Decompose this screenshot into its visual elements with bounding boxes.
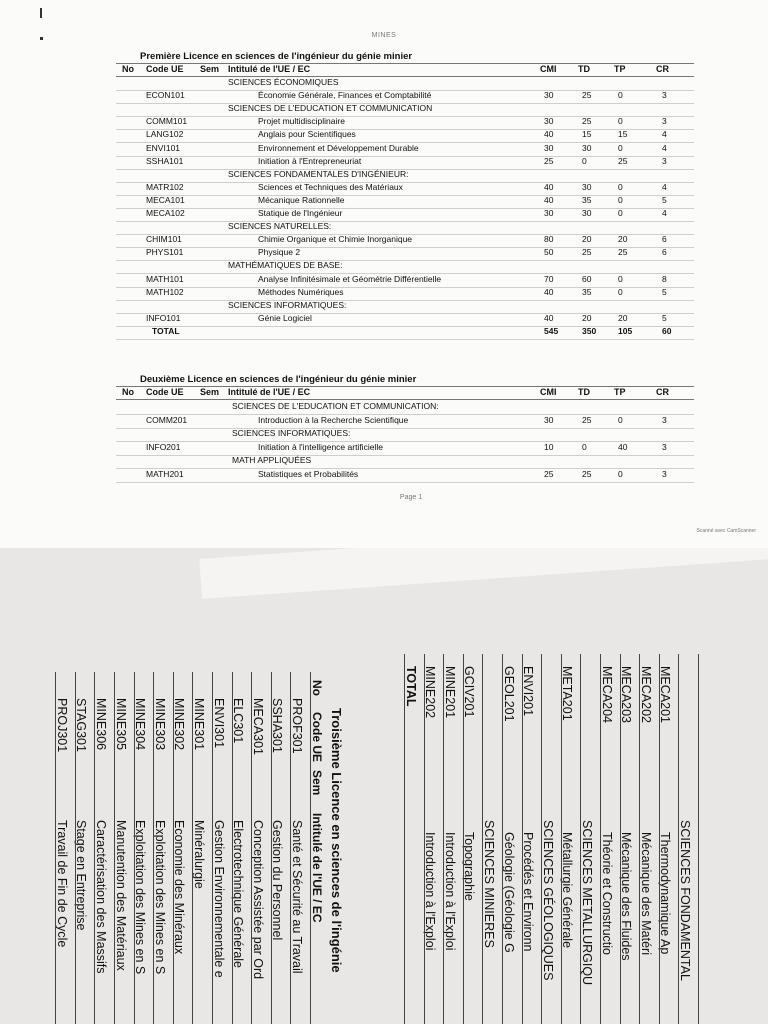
course-code: SSHA301 (270, 698, 285, 753)
column-header: Intitulé de l'UE / EC (228, 64, 311, 74)
course-title: Géologie (Géologie G (501, 832, 516, 953)
section-name: SCIENCES DE L'EDUCATION ET COMMUNICATION: (232, 401, 439, 411)
course-code: MINE305 (113, 698, 128, 751)
row-rule (522, 654, 523, 1024)
section-row (116, 169, 694, 183)
course-title: Chimie Organique et Chimie Inorganique (258, 234, 413, 245)
course-title: Minéralurgie (192, 820, 206, 889)
row-rule (698, 654, 699, 1024)
course-tp: 0 (618, 414, 623, 425)
course-cr: 4 (662, 181, 667, 192)
table-header-row (116, 63, 694, 77)
course-code: MECA203 (619, 666, 634, 723)
course-tp: 0 (618, 142, 623, 153)
section-name: MATHÉMATIQUES DE BASE: (228, 260, 343, 271)
course-title: Initiation à l'intelligence artificielle (258, 441, 383, 452)
section-name: SCIENCES FONDAMENTALES D'INGÉNIEUR: (228, 168, 409, 179)
course-td: 25 (582, 116, 592, 127)
course-title: Mécanique Rationnelle (258, 194, 345, 205)
column-header: Sem (200, 387, 220, 397)
course-title: Physique 2 (258, 247, 301, 258)
section-name: SCIENCES METALLURGIQU (580, 820, 594, 986)
course-td: 25 (582, 247, 592, 258)
course-td: 350 (582, 325, 597, 336)
column-header: TP (614, 387, 626, 397)
scan-mark (40, 8, 42, 18)
course-title: Méthodes Numériques (258, 286, 344, 297)
row-rule (482, 654, 483, 1024)
table-row (116, 208, 694, 222)
section-row (116, 221, 694, 235)
course-tp: 25 (618, 247, 628, 258)
course-code: MATH201 (146, 469, 184, 479)
course-title: Introduction à l'Exploi (442, 832, 457, 951)
course-code: MINE302 (172, 698, 187, 751)
course-cr: 3 (662, 155, 667, 166)
course-td: 30 (582, 208, 592, 218)
section-name: SCIENCES INFORMATIQUES: (228, 299, 347, 310)
course-tp: 0 (618, 469, 623, 479)
course-td: 0 (582, 441, 587, 452)
course-td: 25 (582, 414, 592, 425)
course-title: Conception Assistée par Ord (250, 820, 265, 980)
course-code: MINE301 (192, 698, 206, 751)
course-code: MECA102 (146, 208, 185, 218)
course-code: MINE201 (442, 666, 457, 719)
column-header: TD (578, 387, 590, 397)
course-code: COMM101 (146, 116, 188, 127)
course-code: MATH102 (146, 286, 184, 297)
table-row (116, 415, 694, 429)
course-td: 15 (582, 129, 592, 140)
course-cmi: 30 (544, 142, 554, 153)
row-rule (271, 672, 272, 1024)
table-row (116, 469, 694, 483)
course-td: 35 (582, 194, 592, 205)
table-row (116, 234, 694, 248)
row-rule (75, 672, 76, 1024)
table-row (116, 182, 694, 196)
row-rule (600, 654, 601, 1024)
paper-curl (199, 548, 768, 599)
course-tp: 0 (618, 116, 623, 127)
course-tp: 20 (618, 234, 628, 245)
course-cmi: 40 (544, 312, 554, 323)
course-td: 60 (582, 273, 592, 284)
course-code: ENVI101 (146, 142, 181, 153)
third-year-title: Troisième Licence en sciences de l'ingénie (329, 708, 344, 973)
course-code: MATR102 (146, 181, 184, 192)
course-cmi: 30 (544, 208, 554, 218)
course-code: MATH101 (146, 273, 184, 284)
row-rule (114, 672, 115, 1024)
row-rule (173, 672, 174, 1024)
course-title: Thermodynamique Ap (658, 832, 673, 955)
course-cmi: 25 (544, 155, 554, 166)
course-tp: 0 (618, 194, 623, 205)
section-name: SCIENCES NATURELLES: (228, 221, 332, 232)
course-code: TOTAL (152, 325, 180, 336)
page-footer: Page 1 (399, 494, 423, 501)
section-row (116, 77, 694, 91)
course-title: Statique de l'Ingénieur (258, 208, 343, 218)
course-cmi: 30 (544, 414, 554, 425)
table-row (116, 274, 694, 288)
table-row (116, 313, 694, 327)
course-tp: 15 (618, 129, 628, 140)
course-td: 35 (582, 286, 592, 297)
course-code: MECA301 (250, 698, 265, 755)
row-rule (502, 654, 503, 1024)
course-code: INFO201 (146, 441, 181, 452)
section-name: SCIENCES DE L'EDUCATION ET COMMUNICATION (228, 103, 433, 114)
row-rule (404, 654, 405, 1024)
course-td: 30 (582, 181, 592, 192)
course-title: Mécanique des Fluides (619, 832, 634, 961)
course-cr: 5 (662, 312, 667, 323)
course-title: Mécanique des Matéri (638, 832, 653, 955)
course-code: INFO101 (146, 312, 181, 323)
table-row (116, 116, 694, 130)
row-rule (55, 672, 56, 1024)
section-row (116, 260, 694, 274)
course-td: 25 (582, 469, 592, 479)
course-title: Travail de Fin de Cycle (54, 820, 69, 948)
second-year-table (116, 374, 694, 489)
column-header: CMI (540, 387, 557, 397)
course-cr: 3 (662, 116, 667, 127)
column-header: Intitulé de l'UE / EC (228, 387, 311, 397)
column-header: TP (614, 64, 626, 74)
section-row (116, 428, 694, 442)
course-tp: 0 (618, 208, 623, 218)
column-header: CMI (540, 64, 557, 74)
course-title: Génie Logiciel (258, 312, 312, 323)
section-row (116, 300, 694, 314)
course-cmi: 10 (544, 441, 554, 452)
row-rule (580, 654, 581, 1024)
course-code: MECA204 (599, 666, 614, 723)
course-cr: 6 (662, 247, 667, 258)
course-title: Initiation à l'Entrepreneuriat (258, 155, 362, 166)
column-header: No (122, 387, 134, 397)
course-code: STAG301 (74, 698, 89, 752)
scan-stamp: Scanné avec CamScanner (696, 528, 756, 534)
course-tp: 0 (618, 273, 623, 284)
course-code: META201 (560, 666, 575, 721)
course-title: Métallurgie Générale (560, 832, 575, 949)
course-code: MINE202 (423, 666, 438, 719)
row-rule (561, 654, 562, 1024)
table-row (116, 129, 694, 143)
row-rule (232, 672, 233, 1024)
column-header: Intitulé de l'UE / EC (310, 813, 324, 923)
course-title: Procédés et Environn (521, 832, 536, 952)
course-cmi: 40 (544, 194, 554, 205)
table-title: Deuxième Licence en sciences de l'ingénieur du génie minier (140, 374, 417, 385)
course-tp: 40 (618, 441, 628, 452)
first-year-table (116, 51, 694, 346)
course-cmi: 50 (544, 247, 554, 258)
row-rule (212, 672, 213, 1024)
column-header: Sem (200, 64, 220, 74)
section-name: MATH APPLIQUÉES (232, 455, 312, 466)
course-code: LANG102 (146, 129, 184, 140)
course-title: Environnement et Développement Durable (258, 142, 419, 153)
row-rule (290, 672, 291, 1024)
course-title: Economie des Minéraux (172, 820, 187, 955)
course-cr: 4 (662, 142, 667, 153)
course-cr: 8 (662, 273, 667, 284)
course-title: Gestion du Personnel (270, 820, 285, 941)
row-rule (251, 672, 252, 1024)
course-cmi: 80 (544, 234, 554, 245)
course-cmi: 30 (544, 90, 554, 101)
row-rule (94, 672, 95, 1024)
row-rule (443, 654, 444, 1024)
course-td: 20 (582, 312, 592, 323)
column-header: Code UE (146, 387, 184, 397)
course-code: ELC301 (231, 698, 246, 744)
row-rule (134, 672, 135, 1024)
course-code: MINE306 (94, 698, 108, 751)
course-code: COMM201 (146, 414, 188, 425)
course-code: ENVI301 (211, 698, 226, 749)
section-name: SCIENCES GÉOLOGIQUES (540, 820, 555, 981)
total-row (116, 326, 694, 340)
column-header: Sem (310, 769, 324, 796)
section-name: SCIENCES FONDAMENTAL (678, 820, 692, 981)
section-row (116, 455, 694, 469)
section-name: SCIENCES INFORMATIQUES: (232, 428, 351, 439)
course-cmi: 70 (544, 273, 554, 284)
course-code: TOTAL (403, 666, 418, 707)
row-rule (310, 672, 311, 1024)
course-td: 30 (582, 142, 592, 153)
course-td: 20 (582, 234, 592, 245)
row-rule (620, 654, 621, 1024)
table-row (116, 143, 694, 157)
course-cr: 3 (662, 441, 667, 452)
course-tp: 20 (618, 312, 628, 323)
course-cr: 4 (662, 208, 667, 218)
course-code: GCIV201 (462, 666, 477, 718)
table-row (116, 195, 694, 209)
row-rule (463, 654, 464, 1024)
course-cmi: 40 (544, 129, 554, 140)
course-title: Introduction à l'Exploi (423, 832, 438, 951)
column-header: No (122, 64, 134, 74)
course-cr: 3 (662, 469, 667, 479)
course-title: Manutention des Matériaux (113, 820, 128, 971)
course-title: Stage en Entreprise (74, 820, 89, 931)
course-cmi: 40 (544, 181, 554, 192)
course-code: GEOL201 (501, 666, 516, 722)
course-code: MECA201 (658, 666, 673, 723)
course-code: PROJ301 (54, 698, 69, 753)
course-cr: 60 (662, 325, 672, 336)
column-header: Code UE (310, 711, 324, 762)
course-title: Exploitation des Mines en S (152, 820, 167, 975)
course-code: PROF301 (290, 698, 304, 754)
course-tp: 105 (618, 325, 633, 336)
section-name: SCIENCES ÉCONOMIQUES (228, 77, 339, 87)
course-cmi: 40 (544, 286, 554, 297)
scanned-page-2 (0, 548, 768, 1024)
course-cr: 6 (662, 234, 667, 245)
course-tp: 0 (618, 181, 623, 192)
course-code: MECA202 (638, 666, 653, 723)
section-name: SCIENCES MINIERES (482, 820, 496, 948)
table-title: Première Licence en sciences de l'ingénieur du génie minier (140, 51, 413, 62)
course-title: Caractérisation des Massifs (94, 820, 108, 974)
course-tp: 0 (618, 286, 623, 297)
table-row (116, 287, 694, 301)
course-code: MINE303 (152, 698, 167, 751)
course-title: Exploitation des Mines en S (133, 820, 148, 975)
course-code: MINE304 (133, 698, 148, 751)
course-td: 0 (582, 155, 587, 166)
course-td: 25 (582, 90, 592, 101)
course-tp: 25 (618, 155, 628, 166)
course-title: Statistiques et Probabilités (258, 469, 359, 479)
section-row (116, 401, 694, 415)
course-title: Sciences et Techniques des Matériaux (258, 181, 403, 192)
course-cr: 4 (662, 129, 667, 140)
course-title: Gestion Environnementale e (211, 820, 226, 978)
row-rule (153, 672, 154, 1024)
course-title: Anglais pour Scientifiques (258, 129, 356, 140)
course-cmi: 30 (544, 116, 554, 127)
course-code: ENVI201 (521, 666, 536, 717)
section-row (116, 103, 694, 117)
table-row (116, 247, 694, 261)
row-rule (424, 654, 425, 1024)
table-row (116, 90, 694, 104)
course-code: PHYS101 (146, 247, 184, 258)
course-cr: 3 (662, 90, 667, 101)
column-header: No (310, 680, 324, 696)
row-rule (659, 654, 660, 1024)
course-title: Santé et Sécurité au Travail (290, 820, 304, 974)
course-title: Projet multidisciplinaire (258, 116, 345, 127)
course-cr: 5 (662, 194, 667, 205)
column-header: CR (656, 64, 669, 74)
row-rule (541, 654, 542, 1024)
course-title: Electrotechnique Générale (231, 820, 246, 969)
course-cr: 3 (662, 414, 667, 425)
column-header: TD (578, 64, 590, 74)
course-title: Introduction à la Recherche Scientifique (258, 414, 409, 425)
table-header-row (116, 386, 694, 400)
course-cmi: 545 (544, 325, 559, 336)
course-title: Analyse Infinitésimale et Géométrie Différentielle (258, 273, 442, 284)
page-header: MINES (371, 32, 397, 39)
row-rule (678, 654, 679, 1024)
course-tp: 0 (618, 90, 623, 101)
course-cmi: 25 (544, 469, 554, 479)
course-code: CHIM101 (146, 234, 182, 245)
row-rule (192, 672, 193, 1024)
course-code: SSHA101 (146, 155, 184, 166)
table-row (116, 442, 694, 456)
row-rule (639, 654, 640, 1024)
course-title: Topographie (462, 832, 477, 901)
course-code: ECON101 (146, 90, 185, 101)
course-cr: 5 (662, 286, 667, 297)
table-row (116, 156, 694, 170)
course-title: Économie Générale, Finances et Comptabilité (258, 90, 432, 101)
column-header: Code UE (146, 64, 184, 74)
column-header: CR (656, 387, 669, 397)
course-title: Théorie et Constructio (599, 832, 614, 955)
course-code: MECA101 (146, 194, 185, 205)
